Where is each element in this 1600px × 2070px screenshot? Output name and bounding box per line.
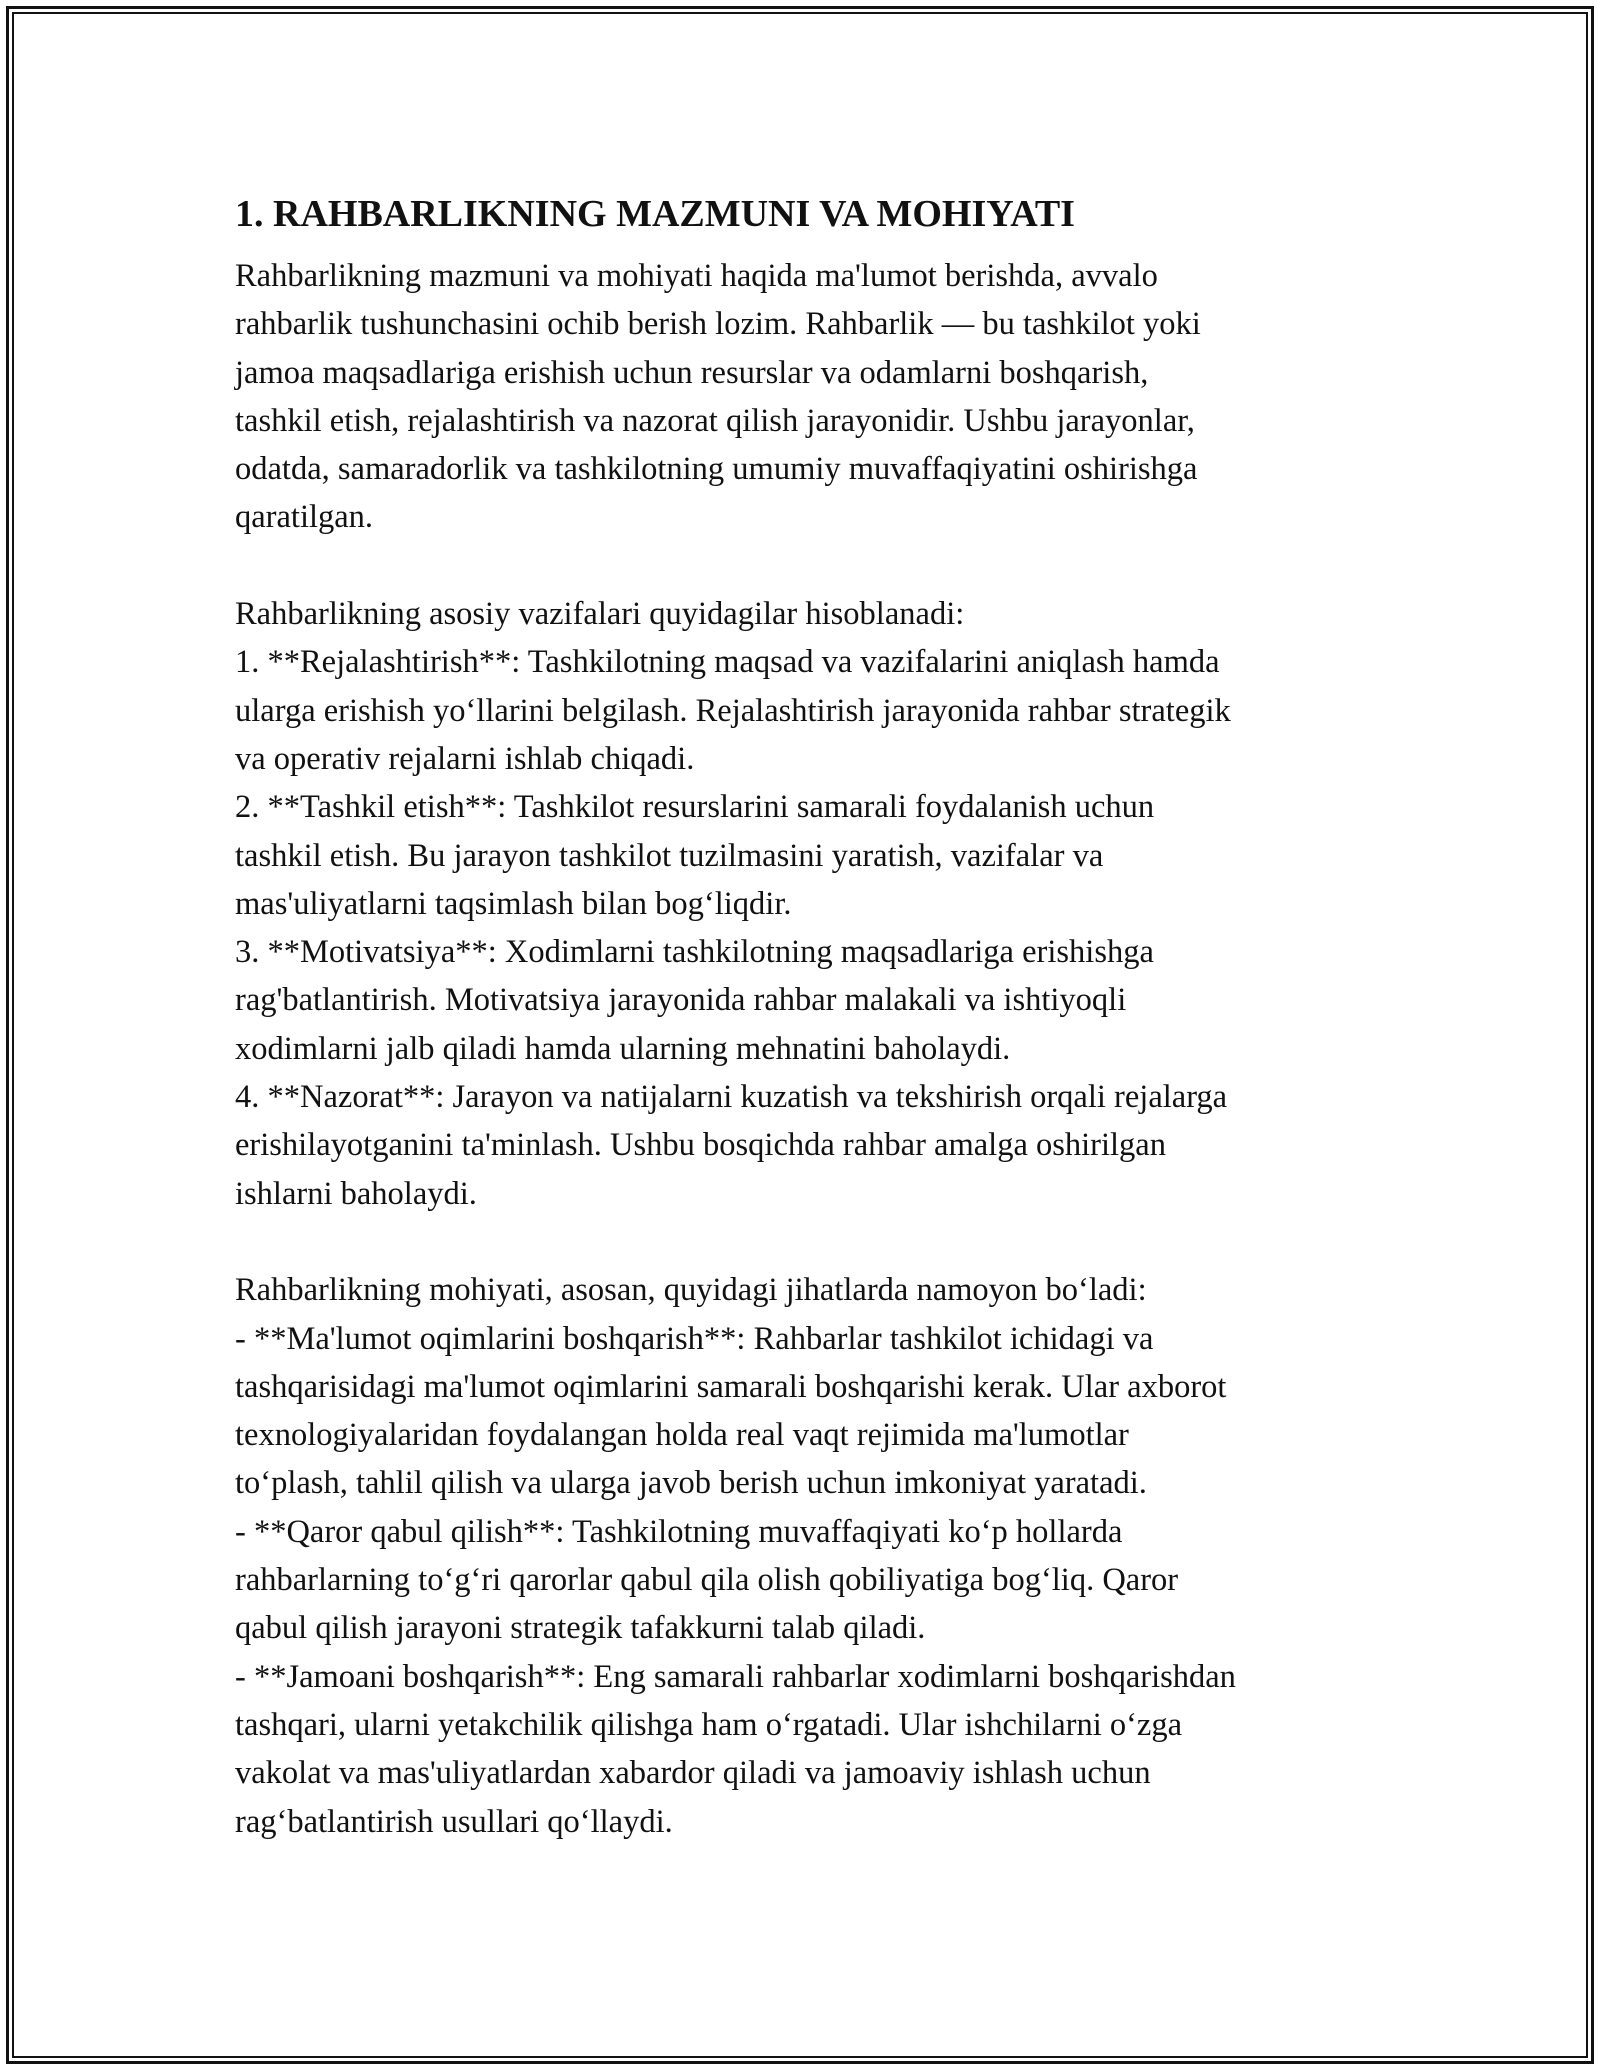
text-line: tashqarisidagi ma'lumot oqimlarini samarali boshqarishi kerak. Ular axborot xyxy=(235,1368,1227,1405)
text-line: Rahbarlikning mazmuni va mohiyati haqida ma'lumot berishda, avvalo xyxy=(235,258,1158,294)
text-line: - **Qaror qabul qilish**: Tashkilotning muvaffaqiyati ko‘p hollarda xyxy=(235,1513,1123,1550)
text-line: 4. **Nazorat**: Jarayon va natijalarni kuzatish va tekshirish orqali rejalarga xyxy=(235,1079,1228,1116)
text-line: 3. **Motivatsiya**: Xodimlarni tashkilotning maqsadlariga erishishga xyxy=(235,934,1154,971)
text-line: rag‘batlantirish usullari qo‘llaydi. xyxy=(235,1803,673,1840)
paragraph-gap xyxy=(235,1218,1385,1266)
text-line: qabul qilish jarayoni strategik tafakkurni talab qiladi. xyxy=(235,1610,926,1647)
text-line: vakolat va mas'uliyatlardan xabardor qiladi va jamoaviy ishlash uchun xyxy=(235,1755,1151,1792)
text-line: - **Ma'lumot oqimlarini boshqarish**: Rahbarlar tashkilot ichidagi va xyxy=(235,1320,1154,1357)
text-line: 2. **Tashkil etish**: Tashkilot resurslarini samarali foydalanish uchun xyxy=(235,789,1155,826)
text-line: - **Jamoani boshqarish**: Eng samarali rahbarlar xodimlarni boshqarishdan xyxy=(235,1658,1236,1695)
text-line: texnologiyalaridan foydalangan holda real vaqt rejimida ma'lumotlar xyxy=(235,1417,1129,1454)
text-line: 1. **Rejalashtirish**: Tashkilotning maqsad va vazifalarini aniqlash hamda xyxy=(235,644,1220,681)
text-line: rahbarlarning to‘g‘ri qarorlar qabul qila olish qobiliyatiga bog‘liq. Qaror xyxy=(235,1562,1179,1599)
text-line: tashkil etish. Bu jarayon tashkilot tuzilmasini yaratish, vazifalar va xyxy=(235,837,1104,874)
text-line: mas'uliyatlarni taqsimlash bilan bog‘liqdir. xyxy=(235,885,792,922)
document-body xyxy=(235,186,1385,1846)
text-line: tashkil etish, rejalashtirish va nazorat qilish jarayonidir. Ushbu jarayonlar, xyxy=(235,402,1195,439)
paragraph-3 xyxy=(235,1266,1385,1846)
text-line: rahbarlik tushunchasini ochib berish lozim. Rahbarlik — bu tashkilot yoki xyxy=(235,306,1201,343)
paragraph-1 xyxy=(235,252,1385,542)
paragraph-gap xyxy=(235,542,1385,590)
text-line: xodimlarni jalb qiladi hamda ularning mehnatini baholaydi. xyxy=(235,1030,1011,1067)
text-line: va operativ rejalarni ishlab chiqadi. xyxy=(235,740,695,777)
text-line: rag'batlantirish. Motivatsiya jarayonida rahbar malakali va ishtiyoqli xyxy=(235,982,1127,1019)
text-line: qaratilgan. xyxy=(235,499,374,536)
text-line: ishlarni baholaydi. xyxy=(235,1175,477,1212)
text-line: erishilayotganini ta'minlash. Ushbu bosqichda rahbar amalga oshirilgan xyxy=(235,1127,1166,1164)
text-line: Rahbarlikning mohiyati, asosan, quyidagi jihatlarda namoyon bo‘ladi: xyxy=(235,1272,1147,1309)
document-title: 1. RAHBARLIKNING MAZMUNI VA MOHIYATI xyxy=(235,193,1075,235)
text-line: ularga erishish yo‘llarini belgilash. Rejalashtirish jarayonida rahbar strategik xyxy=(235,692,1231,729)
text-line: jamoa maqsadlariga erishish uchun resurslar va odamlarni boshqarish, xyxy=(235,354,1149,391)
text-line: tashqari, ularni yetakchilik qilishga ham o‘rgatadi. Ular ishchilarni o‘zga xyxy=(235,1706,1183,1743)
paragraph-container xyxy=(235,252,1385,1846)
text-line: Rahbarlikning asosiy vazifalari quyidagilar hisoblanadi: xyxy=(235,596,965,633)
paragraph-2 xyxy=(235,590,1385,1218)
text-line: odatda, samaradorlik va tashkilotning umumiy muvaffaqiyatini oshirishga xyxy=(235,451,1198,488)
text-line: to‘plash, tahlil qilish va ularga javob berish uchun imkoniyat yaratadi. xyxy=(235,1465,1147,1502)
